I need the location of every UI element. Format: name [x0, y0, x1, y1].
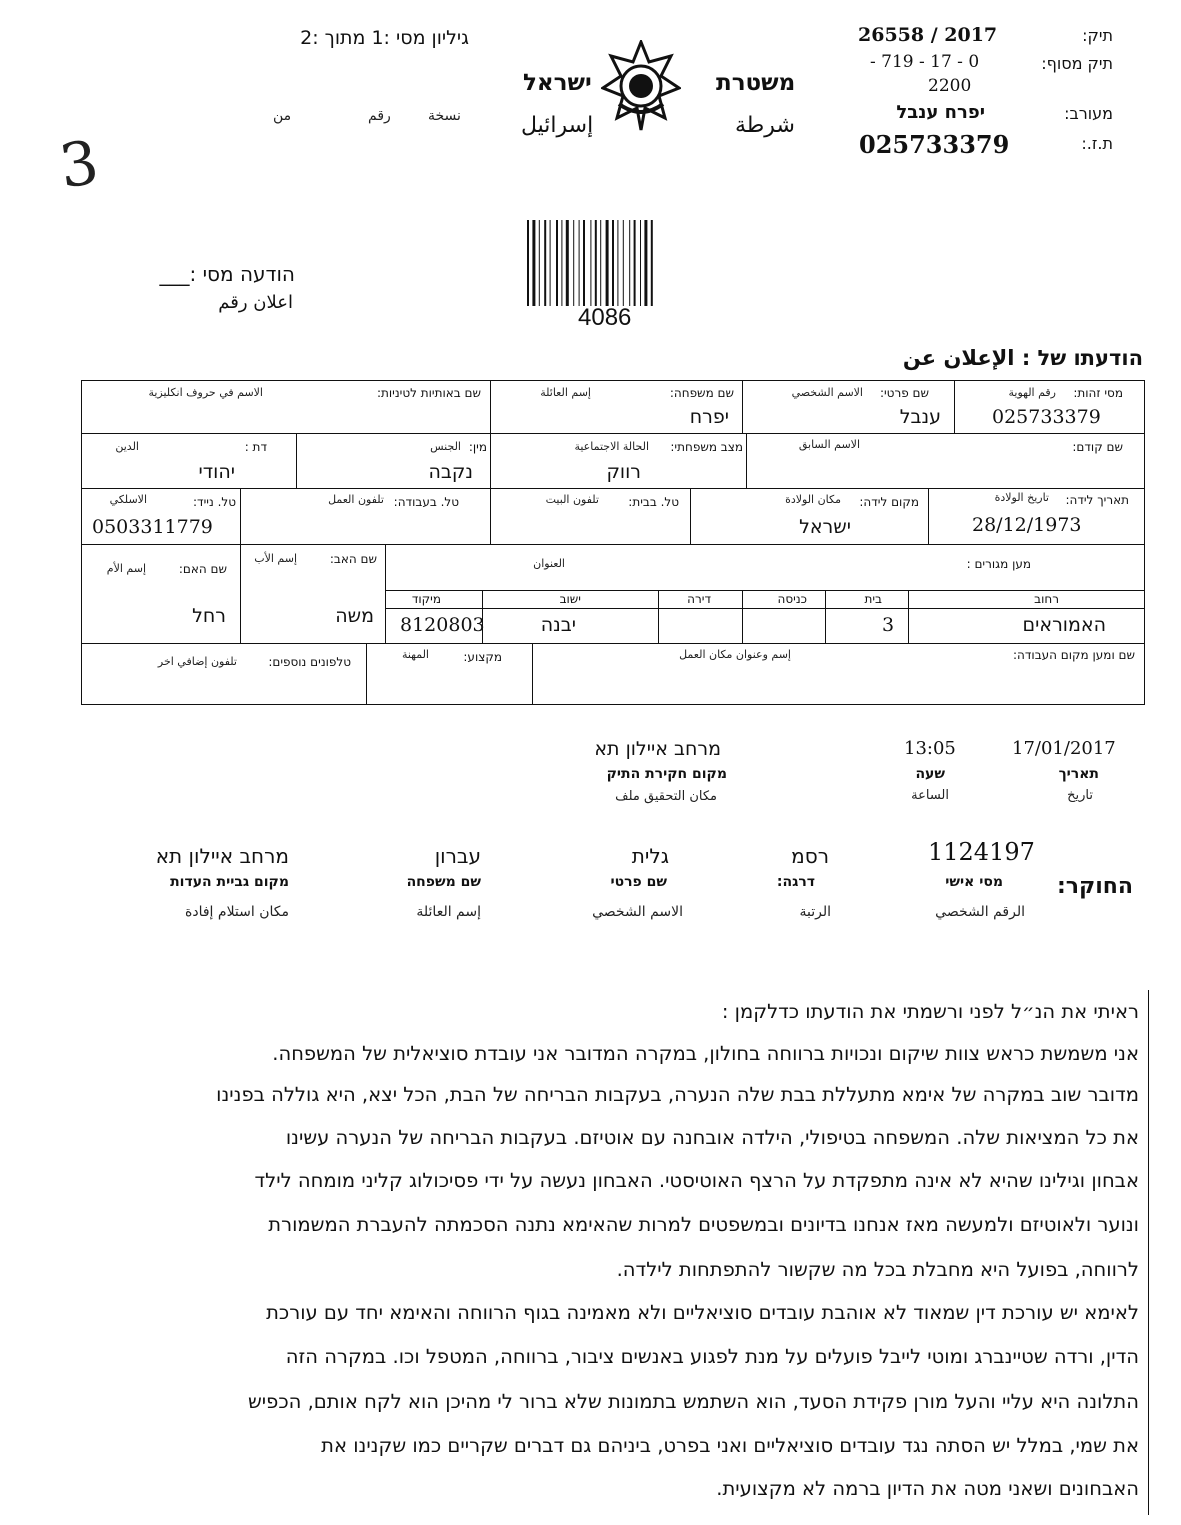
investigator-first-label-ar: الاسم الشخصي [592, 904, 683, 920]
marital-value: רווק [606, 461, 641, 483]
investigator-title: החוקר: [1056, 874, 1133, 899]
investigator-place: מרחב איילון תא [155, 844, 289, 868]
prev-name-label: שם קודם: [1072, 440, 1123, 454]
street-value: האמוראים [1022, 614, 1106, 636]
session-place-label: מקום חקירת התיק [606, 766, 727, 782]
session-place: מרחב איילון תא [594, 738, 721, 760]
marital-label: מצב משפחתי: [670, 440, 743, 454]
investigator-place-label-ar: مكان استلام إفادة [185, 904, 289, 920]
family-name-label-ar: إسم العائلة [540, 386, 591, 399]
statement-line: אבחון וגילינו שהיא לא אינה מתפקדת על הרצף האוטיסטי. האבחון נעשה על ידי פסיכולוג קליני מומחה לילד [254, 1169, 1139, 1192]
work-tel-label: טל. בעבודה: [393, 495, 459, 509]
police-emblem-icon [601, 40, 681, 132]
copy-from-label: من [273, 108, 292, 124]
family-name-label: שם משפחה: [669, 386, 734, 400]
notice-number-label-ar: اعلان رقم [218, 292, 293, 313]
statement-line: הדין, ורדה שטיינברג ומוטי לייבל פועלים על מנת לפגוע באנשים ציבור, ברווחה, המטפל וכו. במקרה הזה [285, 1345, 1139, 1368]
suspect-name: יפרח ענבל [896, 102, 985, 123]
copy-label: نسخة [428, 108, 461, 124]
copy-number-label: رقم [368, 108, 391, 124]
session-time-label-ar: الساعة [911, 788, 949, 803]
latin-name-label-ar: الاسم في حروف انكليزية [148, 386, 263, 399]
id-field-value: 025733379 [992, 406, 1101, 428]
barcode-number: 4086 [578, 304, 632, 331]
investigator-rank: רסמ [791, 844, 829, 868]
notice-number-label: הודעה מסי :___ [159, 262, 295, 286]
col-city: ישוב [559, 592, 581, 606]
birthplace-label-ar: مكان الولادة [785, 493, 841, 506]
statement-line: לרווחה, בפועל היא מחבלת בכל מה שקשור להתפתחות לילדה. [616, 1258, 1139, 1281]
statement-line: את כל המציאות שלה. המשפחה בטיפולי, הילדה אובחנה עם אוטיזם. בעקבות הבריחה של הנערה עשינו [285, 1126, 1139, 1149]
mobile-label: טל. נייד: [193, 495, 236, 509]
investigator-id: 1124197 [928, 838, 1035, 866]
col-entrance: כניסה [777, 592, 807, 606]
mobile-label-ar: الاسلكي [109, 493, 147, 506]
religion-label: דת : [244, 440, 267, 454]
barcode [525, 220, 695, 306]
first-name-value: ענבל [899, 406, 941, 428]
father-label-ar: إسم الأب [254, 552, 297, 565]
id-number: 025733379 [859, 130, 1010, 159]
investigator-id-label-ar: الرقم الشخصي [935, 904, 1025, 920]
first-name-label: שם פרטי: [879, 386, 929, 400]
address-label-ar: العنوان [533, 557, 565, 570]
statement-line: האבחונים ושאני מטה את הדיון ברמה לא מקצועית. [716, 1477, 1139, 1500]
work-tel-label-ar: تلفون العمل [328, 493, 384, 506]
col-street: רחוב [1034, 592, 1059, 606]
closing-file-number-2: 2200 [928, 76, 972, 96]
home-tel-label-ar: تلفون البيت [545, 493, 599, 506]
col-house: בית [864, 592, 882, 606]
birthplace-label: מקום לידה: [859, 495, 919, 509]
col-apartment: דירה [687, 592, 711, 606]
workplace-label: שם ומען מקום העבודה: [1013, 648, 1135, 662]
session-place-label-ar: مكان التحقيق ملف [615, 789, 717, 804]
mother-label: שם האם: [178, 562, 227, 576]
investigator-id-label: מסי אישי [945, 874, 1003, 890]
house-value: 3 [882, 614, 895, 636]
file-number: 26558 / 2017 [858, 24, 998, 46]
latin-name-label: שם באותיות לטיניות: [376, 386, 481, 400]
closing-file-number: - 719 - 17 - 0 [870, 52, 980, 72]
prev-name-label-ar: الاسم السابق [798, 438, 860, 451]
statement-line: ראיתי את הנ״ל לפני ורשמתי את הודעתו כדלקמן : [721, 1000, 1139, 1023]
statement-line: את שמי, במלל יש הסתה נגד עובדים סוציאליים ואני בפרט, ביניהם גם דברים שקריים כמו שקנינו את [321, 1434, 1139, 1457]
investigator-first-name: גלית [631, 844, 669, 868]
suspect-label: מעורב: [1064, 104, 1113, 123]
city-value: יבנה [540, 614, 576, 636]
extra-phones-label: טלפונים נוספים: [268, 655, 351, 669]
zip-value: 8120803 [400, 614, 485, 636]
session-time: 13:05 [904, 738, 956, 759]
id-label: ת.ז.: [1081, 134, 1113, 153]
closing-file-label: תיק מסוף: [1041, 54, 1113, 73]
workplace-label-ar: إسم وعنوان مكان العمل [679, 648, 791, 661]
col-zip: מיקוד [411, 592, 441, 606]
org-name-he-right: משטרת [716, 70, 796, 96]
mother-value: רחל [192, 605, 226, 627]
statement-line: התלונה היא עליי והעל מורן פקידת הסעד, הוא השתמש בתמונות שלא ברור לי מהיכן הוא לקח אותם, הכפיש [247, 1390, 1139, 1413]
family-name-value: יפרח [689, 406, 729, 428]
org-name-ar-right: شرطة [735, 113, 795, 138]
birthdate-value: 28/12/1973 [972, 514, 1082, 536]
statement-line: מדובר שוב במקרה של אימא מתעללת בבת שלה הנערה, בעקבות הבריחה של הבת, הכל יצא, היא גוללה בפנינו [216, 1083, 1139, 1106]
father-label: שם האב: [329, 552, 377, 566]
birthplace-value: ישראל [799, 516, 851, 538]
investigator-rank-label: דרגה: [776, 874, 815, 890]
birthdate-label-ar: تاريخ الولادة [994, 491, 1049, 504]
mother-label-ar: إسم الأم [106, 562, 146, 575]
statement-title: הודעתו של : الإعلان عن [902, 346, 1143, 370]
sex-label-ar: الجنس [430, 440, 461, 453]
session-time-label: שעה [915, 766, 945, 782]
religion-value: יהודי [198, 461, 235, 483]
statement-line: אני משמשת כראש צוות שיקום ונכויות ברווחה בחולון, במקרה המדובר אני עובדת סוציאלית של המשפחה. [272, 1042, 1139, 1065]
profession-label-ar: المهنة [401, 648, 429, 661]
extra-phones-label-ar: تلفون إضافي اخر [157, 655, 237, 668]
investigator-rank-label-ar: الرتبة [799, 904, 831, 920]
birthdate-label: תאריך לידה: [1065, 493, 1129, 507]
file-label: תיק: [1082, 26, 1113, 45]
session-date: 17/01/2017 [1012, 738, 1116, 759]
session-date-label-ar: تاريخ [1067, 788, 1093, 803]
org-name-he-left: ישראל [523, 70, 592, 96]
statement-line: ונוער ולאוטיזם ולמעשה מאז אנחנו בדיונים ובמשפטים למרות שהאימא נתנה הסכמתה להעברת המשמורת [268, 1213, 1139, 1236]
sex-value: נקבה [428, 461, 473, 483]
sheet-counter: גיליון מסי :1 מתוך :2 [300, 27, 469, 49]
investigator-place-label: מקום גביית העדות [170, 874, 289, 890]
home-tel-label: טל. בבית: [628, 495, 679, 509]
investigator-family-label-ar: إسم العائلة [416, 904, 481, 920]
religion-label-ar: الدين [115, 440, 139, 453]
statement-line: לאימא יש עורכת דין שמאוד לא אוהבת עובדים סוציאליים ולא מאמינה בגוף הרווחה והאימא יחד עם עורכת [266, 1301, 1139, 1324]
id-field-label: מסי זהות: [1073, 386, 1123, 400]
investigator-first-label: שם פרטי [610, 874, 667, 890]
father-value: משה [335, 605, 374, 627]
handwritten-page-mark: 3 [55, 127, 103, 203]
investigator-family-label: שם משפחה [406, 874, 481, 890]
mobile-value: 0503311779 [92, 516, 213, 538]
investigator-family-name: עברון [434, 844, 481, 868]
org-name-ar-left: إسرائيل [521, 113, 594, 138]
first-name-label-ar: الاسم الشخصي [791, 386, 863, 399]
address-label: מען מגורים : [966, 557, 1031, 571]
id-field-label-ar: رقم الهوية [1008, 386, 1056, 399]
session-date-label: תאריך [1058, 766, 1099, 782]
marital-label-ar: الحالة الاجتماعية [574, 440, 649, 453]
profession-label: מקצוע: [463, 650, 502, 664]
sex-label: מין: [468, 440, 487, 454]
